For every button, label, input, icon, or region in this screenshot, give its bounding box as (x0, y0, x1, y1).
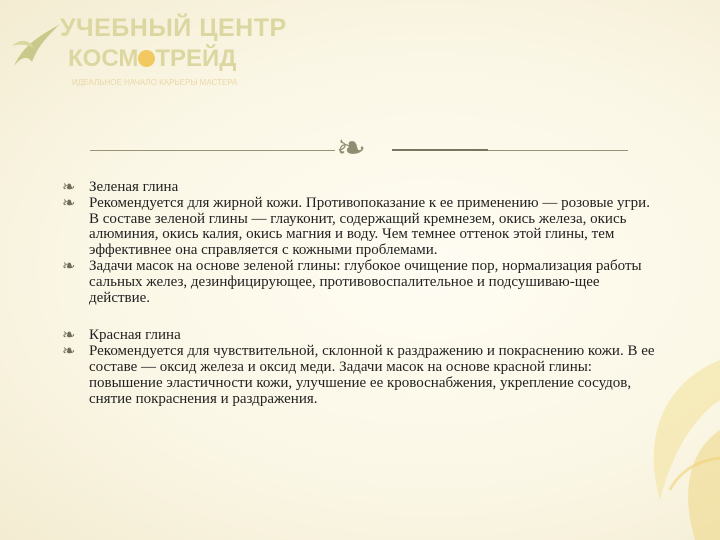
ornamental-bullet-icon: ❧ (62, 194, 76, 212)
list-item-text: Красная глина (89, 327, 181, 344)
list-item (62, 344, 662, 407)
ornamental-bullet-icon: ❧ (62, 257, 76, 275)
list-item-text: Рекомендуется для жирной кожи. Противопоказание к ее применению — розовые угри. В составе зеленой глины — глауконит, содержащий кремнезем, окись железа, окись алюминия, окись калия, окись магния и воду. Чем темнее оттенок этой глины, тем эффективнее она справляется с кожными проблемами. (89, 194, 650, 259)
logo-line2 (68, 45, 236, 73)
list-item (62, 259, 662, 306)
logo-line1: УЧЕБНЫЙ ЦЕНТР (60, 14, 287, 42)
logo (10, 10, 287, 90)
decorative-swirl-icon (600, 340, 720, 540)
list-item-text: Зеленая глина (89, 179, 179, 195)
ornament-flourish-icon: ❧ (336, 128, 367, 168)
logo-line2-part1: КОСМ (68, 45, 139, 72)
logo-tagline: ИДЕАЛЬНОЕ НАЧАЛО КАРЬЕРЫ МАСТЕРА (72, 78, 238, 87)
divider-left (90, 150, 335, 151)
list-item (62, 196, 662, 259)
divider-right-accent (392, 149, 488, 151)
logo-line2-part2: ТРЕЙД (155, 45, 237, 72)
list-item-text: Задачи масок на основе зеленой глины: глубокое очищение пор, нормализация работы сальных желез, дезинфицирующее, противовоспалительное и подсушиваю-щее действие. (89, 257, 642, 306)
bullet-list (62, 180, 662, 407)
ornamental-bullet-icon: ❧ (62, 179, 76, 196)
ornamental-bullet-icon: ❧ (62, 327, 76, 345)
ornamental-bullet-icon: ❧ (62, 343, 76, 361)
list-item-text: Рекомендуется для чувствительной, склонной к раздражению и покраснению кожи. В ее составе — оксид железа и оксид меди. Задачи масок на основе красной глины: повышение эластичности кожи, улучшение ее кровоснабжения, укрепление сосудов, снятие покраснения и раздражения. (89, 343, 655, 407)
list-item (62, 180, 662, 196)
swallow-logo-icon (10, 16, 62, 76)
logo-dot-icon (138, 50, 155, 67)
list-item (62, 328, 662, 344)
